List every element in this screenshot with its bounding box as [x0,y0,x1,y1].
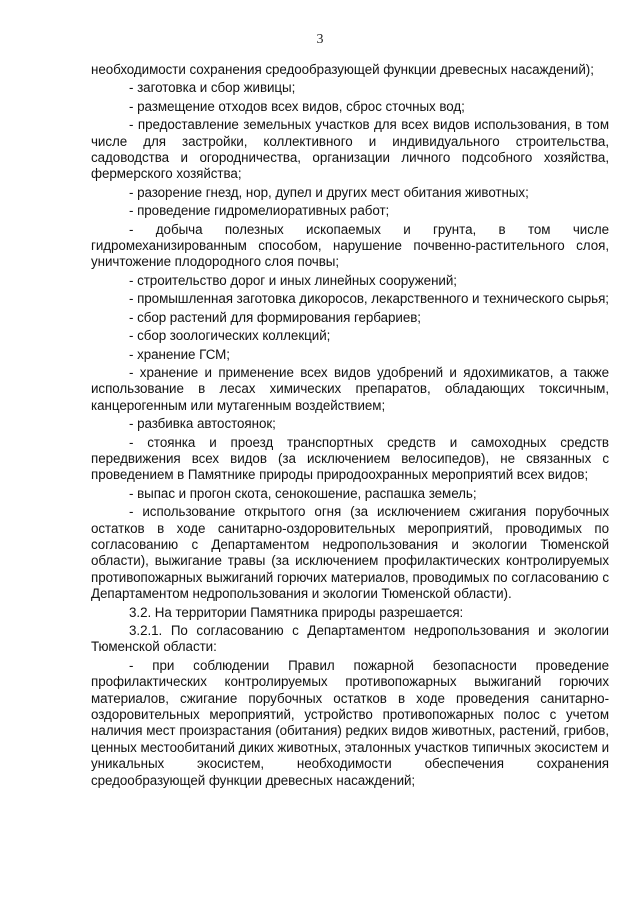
list-item: - использование открытого огня (за исключением сжигания порубочных остатков в ходе санитарно-оздоровительных мероприятий, проводимых по согласованию с Департаментом недропользования и экологии Тюменской области), выжигание травы (за исключением профилактических контролируемых противопожарных выжиганий горючих материалов, проводимых по согласованию с Департаментом недропользования и экологии Тюменской области). [91,504,609,602]
list-item: - стоянка и проезд транспортных средств и самоходных средств передвижения всех видов (за исключением велосипедов), не связанных с проведением в Памятнике природы природоохранных мероприятий всех видов; [91,434,609,483]
document-body [91,62,609,791]
paragraph: необходимости сохранения средообразующей функции древесных насаждений); [91,62,594,77]
list-item: - заготовка и сбор живицы; [129,80,296,96]
section-heading: 3.2. На территории Памятника природы разрешается: [129,604,464,620]
list-item: - сбор зоологических коллекций; [129,328,331,344]
list-item: - разбивка автостоянок; [129,416,276,432]
list-item: - проведение гидромелиоративных работ; [129,203,390,219]
list-item: - промышленная заготовка дикоросов, лекарственного и технического сырья; [129,291,609,307]
list-item: - выпас и прогон скота, сенокошение, распашка земель; [129,485,477,501]
list-item: - строительство дорог и иных линейных сооружений; [129,272,457,288]
list-item: - хранение ГСМ; [129,346,230,362]
list-item: - при соблюдении Правил пожарной безопасности проведение профилактических контролируемых противопожарных выжиганий горючих материалов, сжигание порубочных остатков в ходе проведения санитарно-оздоровительных мероприятий, устройство противопожарных полос с учетом наличия мест произрастания (обитания) редких видов животных, растений, грибов, ценных местообитаний диких животных, эталонных участков типичных экосистем и уникальных экосистем, необходимости обеспечения сохранения средообразующей функции древесных насаждений; [91,657,609,788]
list-item: - добыча полезных ископаемых и грунта, в том числе гидромеханизированным способом, нарушение почвенно-растительного слоя, уничтожение плодородного слоя почвы; [91,221,609,270]
list-item: - сбор растений для формирования гербариев; [129,309,421,325]
list-item: - размещение отходов всех видов, сброс сточных вод; [129,98,465,114]
page-number: 3 [316,32,324,47]
subsection-heading: 3.2.1. По согласованию с Департаментом недропользования и экологии Тюменской области: [91,623,609,655]
list-item: - хранение и применение всех видов удобрений и ядохимикатов, а также использование в лесах химических препаратов, обладающих токсичным, канцерогенным или мутагенным воздействием; [91,364,609,413]
list-item: - разорение гнезд, нор, дупел и других мест обитания животных; [129,184,529,200]
list-item: - предоставление земельных участков для всех видов использования, в том числе для застройки, коллективного и индивидуального строительства, садоводства и огородничества, организации личного подсобного хозяйства, фермерского хозяйства; [91,117,609,182]
